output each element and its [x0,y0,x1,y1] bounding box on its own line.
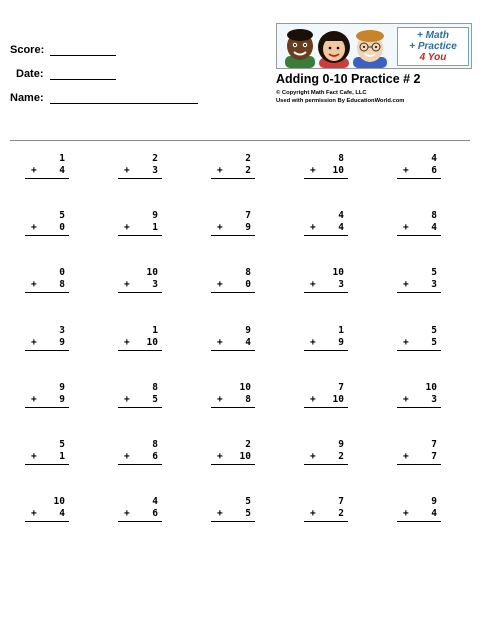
problem-bottom-row [25,508,69,522]
plus-sign: + [310,451,316,462]
problem-bottom-row [397,508,441,522]
problem-top-number: 10 [146,267,158,278]
problem-top-number: 10 [332,267,344,278]
plus-sign: + [217,279,223,290]
answer-space[interactable] [25,179,69,193]
problem-bottom-number: 5 [152,394,158,405]
plus-sign: + [124,451,130,462]
problem-bottom-row [25,451,69,465]
problem-bottom-row [304,508,348,522]
problem-bottom-number: 4 [431,508,437,519]
worksheet-title: Adding 0-10 Practice # 2 [276,72,421,86]
plus-sign: + [31,337,37,348]
problem-bottom-row [397,451,441,465]
problem-bottom-number: 9 [245,222,251,233]
addition-problem [118,153,162,193]
plus-sign: + [124,165,130,176]
problem-top-number: 9 [338,439,344,450]
addition-problem [118,325,162,365]
problem-bottom-number: 7 [431,451,437,462]
answer-space[interactable] [118,522,162,536]
problem-top-number: 5 [431,267,437,278]
problem-top-number: 8 [338,153,344,164]
problem-bottom-row [211,165,255,179]
plus-sign: + [31,394,37,405]
plus-sign: + [217,337,223,348]
problem-top-number: 8 [152,439,158,450]
problem-bottom-row [304,451,348,465]
problem-bottom-row [304,394,348,408]
problem-bottom-row [118,337,162,351]
problem-bottom-row [25,337,69,351]
logo-math-text: + Math [417,30,449,41]
permission-text: Used with permission By EducationWorld.com [276,98,405,104]
addition-problem [304,325,348,365]
problem-top-number: 5 [59,210,65,221]
problem-top-number: 7 [431,439,437,450]
problem-top-number: 8 [152,382,158,393]
addition-problem [118,496,162,536]
addition-problem [397,496,441,536]
problem-bottom-number: 4 [431,222,437,233]
plus-sign: + [124,394,130,405]
problem-bottom-row [118,165,162,179]
plus-sign: + [31,279,37,290]
plus-sign: + [31,222,37,233]
problem-bottom-row [304,222,348,236]
plus-sign: + [310,165,316,176]
problem-top-number: 4 [338,210,344,221]
plus-sign: + [310,394,316,405]
problem-top-number: 2 [245,439,251,450]
addition-problem [211,210,255,250]
answer-space[interactable] [211,236,255,250]
plus-sign: + [403,165,409,176]
problem-bottom-row [304,165,348,179]
addition-problem [118,210,162,250]
problem-top-number: 7 [245,210,251,221]
problem-bottom-row [397,279,441,293]
addition-problem [397,267,441,307]
addition-problem [25,210,69,250]
addition-problem [304,153,348,193]
problem-top-number: 1 [338,325,344,336]
problem-top-number: 9 [152,210,158,221]
problem-bottom-number: 9 [59,337,65,348]
answer-space[interactable] [397,465,441,479]
problem-top-number: 0 [59,267,65,278]
answer-space[interactable] [25,351,69,365]
problem-bottom-number: 3 [431,394,437,405]
plus-sign: + [217,451,223,462]
problem-bottom-number: 3 [152,165,158,176]
plus-sign: + [403,394,409,405]
answer-space[interactable] [25,293,69,307]
answer-space[interactable] [397,179,441,193]
plus-sign: + [403,337,409,348]
problem-bottom-number: 2 [338,508,344,519]
problem-bottom-row [25,222,69,236]
problem-bottom-number: 3 [431,279,437,290]
problem-bottom-row [25,165,69,179]
plus-sign: + [124,508,130,519]
answer-space[interactable] [25,408,69,422]
answer-space[interactable] [211,408,255,422]
problem-bottom-number: 10 [146,337,158,348]
problem-bottom-number: 4 [59,508,65,519]
addition-problem [304,210,348,250]
problem-bottom-number: 10 [239,451,251,462]
addition-problem [211,325,255,365]
plus-sign: + [310,222,316,233]
problem-top-number: 10 [53,496,65,507]
problem-bottom-number: 0 [245,279,251,290]
addition-problem [25,267,69,307]
problem-bottom-row [211,222,255,236]
problem-bottom-row [211,451,255,465]
answer-space[interactable] [25,236,69,250]
problem-bottom-row [25,394,69,408]
problem-bottom-number: 1 [152,222,158,233]
problem-bottom-number: 6 [152,451,158,462]
problem-top-number: 9 [245,325,251,336]
answer-space[interactable] [118,293,162,307]
problem-top-number: 7 [338,496,344,507]
plus-sign: + [403,279,409,290]
problem-bottom-number: 10 [332,394,344,405]
answer-space[interactable] [211,293,255,307]
problem-bottom-row [397,222,441,236]
addition-problem [118,439,162,479]
problem-bottom-number: 3 [152,279,158,290]
addition-problem [211,439,255,479]
problem-bottom-row [211,508,255,522]
addition-problem [211,382,255,422]
addition-problem [304,267,348,307]
problem-bottom-number: 6 [431,165,437,176]
problem-bottom-number: 2 [245,165,251,176]
problem-top-number: 10 [239,382,251,393]
addition-problem [211,153,255,193]
problem-bottom-row [118,451,162,465]
answer-space[interactable] [118,236,162,250]
problem-top-number: 4 [431,153,437,164]
problem-top-number: 2 [245,153,251,164]
problem-bottom-number: 2 [338,451,344,462]
copyright-text: © Copyright Math Fact Cafe, LLC [276,90,367,96]
plus-sign: + [31,451,37,462]
answer-space[interactable] [397,293,441,307]
problem-bottom-row [397,394,441,408]
problem-bottom-row [118,279,162,293]
problem-top-number: 8 [245,267,251,278]
addition-problem [25,153,69,193]
plus-sign: + [217,394,223,405]
answer-space[interactable] [304,351,348,365]
problem-bottom-number: 5 [431,337,437,348]
problem-bottom-number: 4 [338,222,344,233]
date-label: Date: [16,68,44,80]
problem-bottom-row [118,508,162,522]
addition-problem [25,439,69,479]
problem-top-number: 7 [338,382,344,393]
answer-space[interactable] [304,179,348,193]
plus-sign: + [124,279,130,290]
addition-problem [211,496,255,536]
answer-space[interactable] [118,408,162,422]
plus-sign: + [217,222,223,233]
addition-problem [397,153,441,193]
problem-bottom-number: 6 [152,508,158,519]
addition-problem [397,210,441,250]
answer-space[interactable] [304,408,348,422]
problem-top-number: 1 [59,153,65,164]
problem-bottom-row [211,337,255,351]
answer-space[interactable] [397,351,441,365]
answer-space[interactable] [397,408,441,422]
plus-sign: + [403,222,409,233]
plus-sign: + [31,165,37,176]
plus-sign: + [403,451,409,462]
problem-top-number: 3 [59,325,65,336]
addition-problem [25,325,69,365]
answer-space[interactable] [211,465,255,479]
answer-space[interactable] [397,236,441,250]
addition-problem [25,382,69,422]
problem-top-number: 4 [152,496,158,507]
plus-sign: + [124,222,130,233]
problem-top-number: 1 [152,325,158,336]
answer-space[interactable] [118,351,162,365]
answer-space[interactable] [397,522,441,536]
addition-problem [25,496,69,536]
plus-sign: + [31,508,37,519]
plus-sign: + [217,508,223,519]
problem-bottom-row [304,337,348,351]
answer-space[interactable] [211,179,255,193]
addition-problem [304,382,348,422]
problem-top-number: 5 [431,325,437,336]
addition-problem [304,496,348,536]
plus-sign: + [310,508,316,519]
problem-bottom-number: 5 [245,508,251,519]
problem-bottom-row [397,337,441,351]
plus-sign: + [124,337,130,348]
answer-space[interactable] [211,351,255,365]
addition-problem [397,325,441,365]
problem-bottom-number: 4 [245,337,251,348]
answer-space[interactable] [25,522,69,536]
addition-problem [118,267,162,307]
problem-bottom-number: 9 [338,337,344,348]
score-label: Score: [10,44,45,56]
addition-problem [397,382,441,422]
plus-sign: + [310,337,316,348]
problem-bottom-number: 1 [59,451,65,462]
answer-space[interactable] [211,522,255,536]
answer-space[interactable] [304,522,348,536]
problem-bottom-number: 0 [59,222,65,233]
answer-space[interactable] [304,465,348,479]
addition-problem [304,439,348,479]
addition-problem [118,382,162,422]
problem-bottom-row [304,279,348,293]
problem-bottom-number: 8 [245,394,251,405]
answer-space[interactable] [304,293,348,307]
problem-top-number: 5 [245,496,251,507]
problem-bottom-row [118,222,162,236]
logo-foryou-text: 4 You [419,52,447,63]
answer-space[interactable] [118,465,162,479]
problem-top-number: 9 [431,496,437,507]
problem-bottom-row [118,394,162,408]
addition-problem [211,267,255,307]
problem-top-number: 10 [425,382,437,393]
problem-bottom-number: 3 [338,279,344,290]
problem-top-number: 8 [431,210,437,221]
addition-problem [397,439,441,479]
plus-sign: + [310,279,316,290]
problem-bottom-row [397,165,441,179]
plus-sign: + [217,165,223,176]
problem-top-number: 9 [59,382,65,393]
answer-space[interactable] [25,465,69,479]
problem-bottom-number: 10 [332,165,344,176]
problem-bottom-number: 8 [59,279,65,290]
logo-practice-text: + Practice [409,41,457,52]
problem-bottom-row [211,279,255,293]
answer-space[interactable] [118,179,162,193]
problem-bottom-number: 9 [59,394,65,405]
problem-top-number: 2 [152,153,158,164]
problem-bottom-row [25,279,69,293]
problem-bottom-number: 4 [59,165,65,176]
answer-space[interactable] [304,236,348,250]
problem-bottom-row [211,394,255,408]
plus-sign: + [403,508,409,519]
problem-top-number: 5 [59,439,65,450]
name-label: Name: [10,92,44,104]
